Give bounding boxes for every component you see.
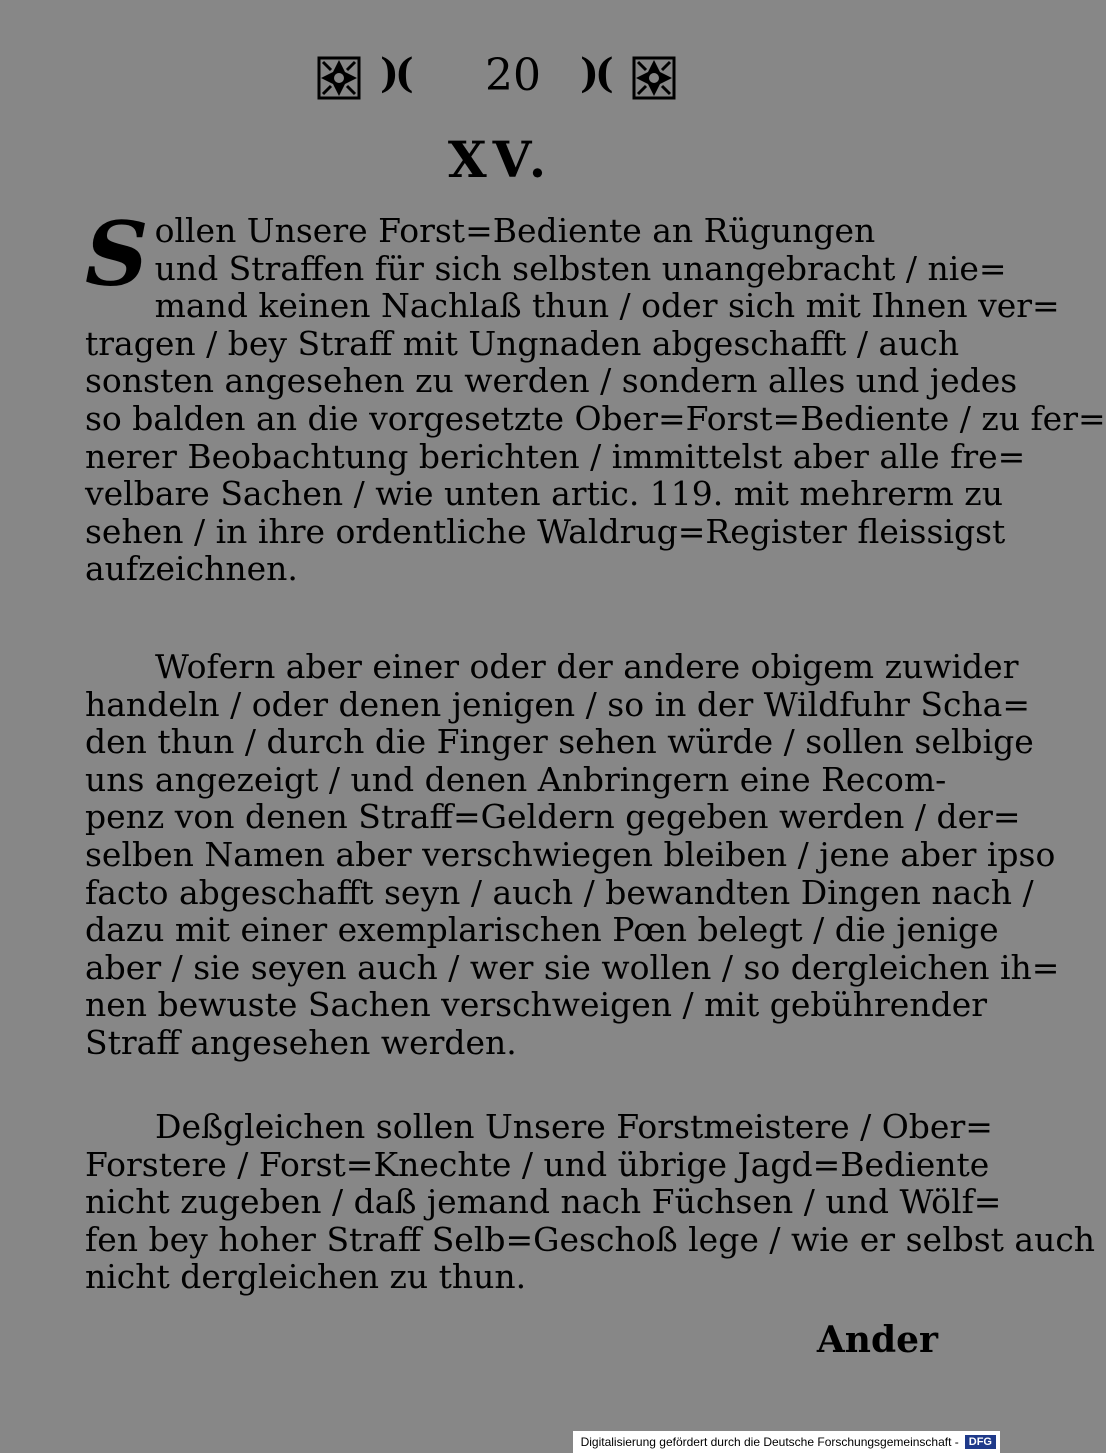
text-line: nerer Beobachtung berichten / immittelst aber alle fre= (85, 436, 1026, 476)
text-line: handeln / oder denen jenigen / so in der Wildfuhr Scha= (85, 684, 1031, 724)
text-line: den thun / durch die Finger sehen würde / sollen selbige (85, 722, 1034, 762)
text-line: und Straffen für sich selbsten unangebracht / nie= (154, 248, 1007, 288)
text-line: tragen / bey Straff mit Ungnaden abgeschafft / auch (85, 323, 960, 363)
text-line: facto abgeschafft seyn / auch / bewandten Dingen nach / (85, 872, 1034, 912)
section-number: XV. (447, 130, 553, 189)
text-line: sonsten angesehen zu werden / sondern alles und jedes (85, 361, 1018, 401)
text-line: so balden an die vorgesetzte Ober=Forst=Bediente / zu fer= (85, 398, 1106, 438)
text-line: fen bey hoher Straff Selb=Geschoß lege / wie er selbst auch (85, 1219, 1096, 1259)
text-line: uns angezeigt / und denen Anbringern eine Recom- (85, 759, 947, 799)
text-line: aber / sie seyen auch / wer sie wollen / so dergleichen ih= (85, 947, 1060, 987)
credit-text: Digitalisierung gefördert durch die Deutsche Forschungsgemeinschaft - (580, 1435, 959, 1449)
left-parenthesis-mark: )( (380, 50, 410, 97)
text-line: velbare Sachen / wie unten artic. 119. mit mehrerm zu (85, 474, 1003, 514)
fleuron-icon (315, 54, 363, 102)
text-line: ollen Unsere Forst=Bediente an Rügungen (154, 211, 876, 250)
right-parenthesis-mark: )( (580, 50, 610, 97)
page-number: 20 (485, 50, 541, 101)
digitization-credit (573, 1431, 1000, 1453)
catchword: Ander (816, 1319, 938, 1361)
dfg-logo: DFG (965, 1435, 996, 1449)
text-line: mand keinen Nachlaß thun / oder sich mit Ihnen ver= (154, 286, 1060, 326)
drop-cap: S (85, 202, 149, 306)
text-line: Straff angesehen werden. (85, 1022, 517, 1062)
text-line: Forstere / Forst=Knechte / und übrige Jagd=Bediente (85, 1144, 990, 1184)
paragraph-2 (85, 647, 1060, 1062)
paragraph-1 (85, 202, 1106, 589)
text-line: dazu mit einer exemplarischen Pœn belegt / die jenige (85, 910, 999, 950)
fleuron-icon (630, 54, 678, 102)
text-line: sehen / in ihre ordentliche Waldrug=Register fleissigst (85, 511, 1006, 551)
text-line: aufzeichnen. (85, 549, 298, 589)
page-header (0, 48, 1000, 108)
text-line: nicht zugeben / daß jemand nach Füchsen / und Wölf= (85, 1182, 1002, 1222)
text-line: nen bewuste Sachen verschweigen / mit gebührender (85, 985, 988, 1025)
text-line: nicht dergleichen zu thun. (85, 1257, 527, 1297)
text-line: Wofern aber einer oder der andere obigem zuwider (155, 647, 1019, 686)
text-line: selben Namen aber verschwiegen bleiben / jene aber ipso (85, 834, 1056, 874)
text-line: penz von denen Straff=Geldern gegeben werden / der= (85, 797, 1021, 837)
text-line: Deßgleichen sollen Unsere Forstmeistere / Ober= (155, 1107, 993, 1146)
paragraph-3 (85, 1107, 1096, 1297)
